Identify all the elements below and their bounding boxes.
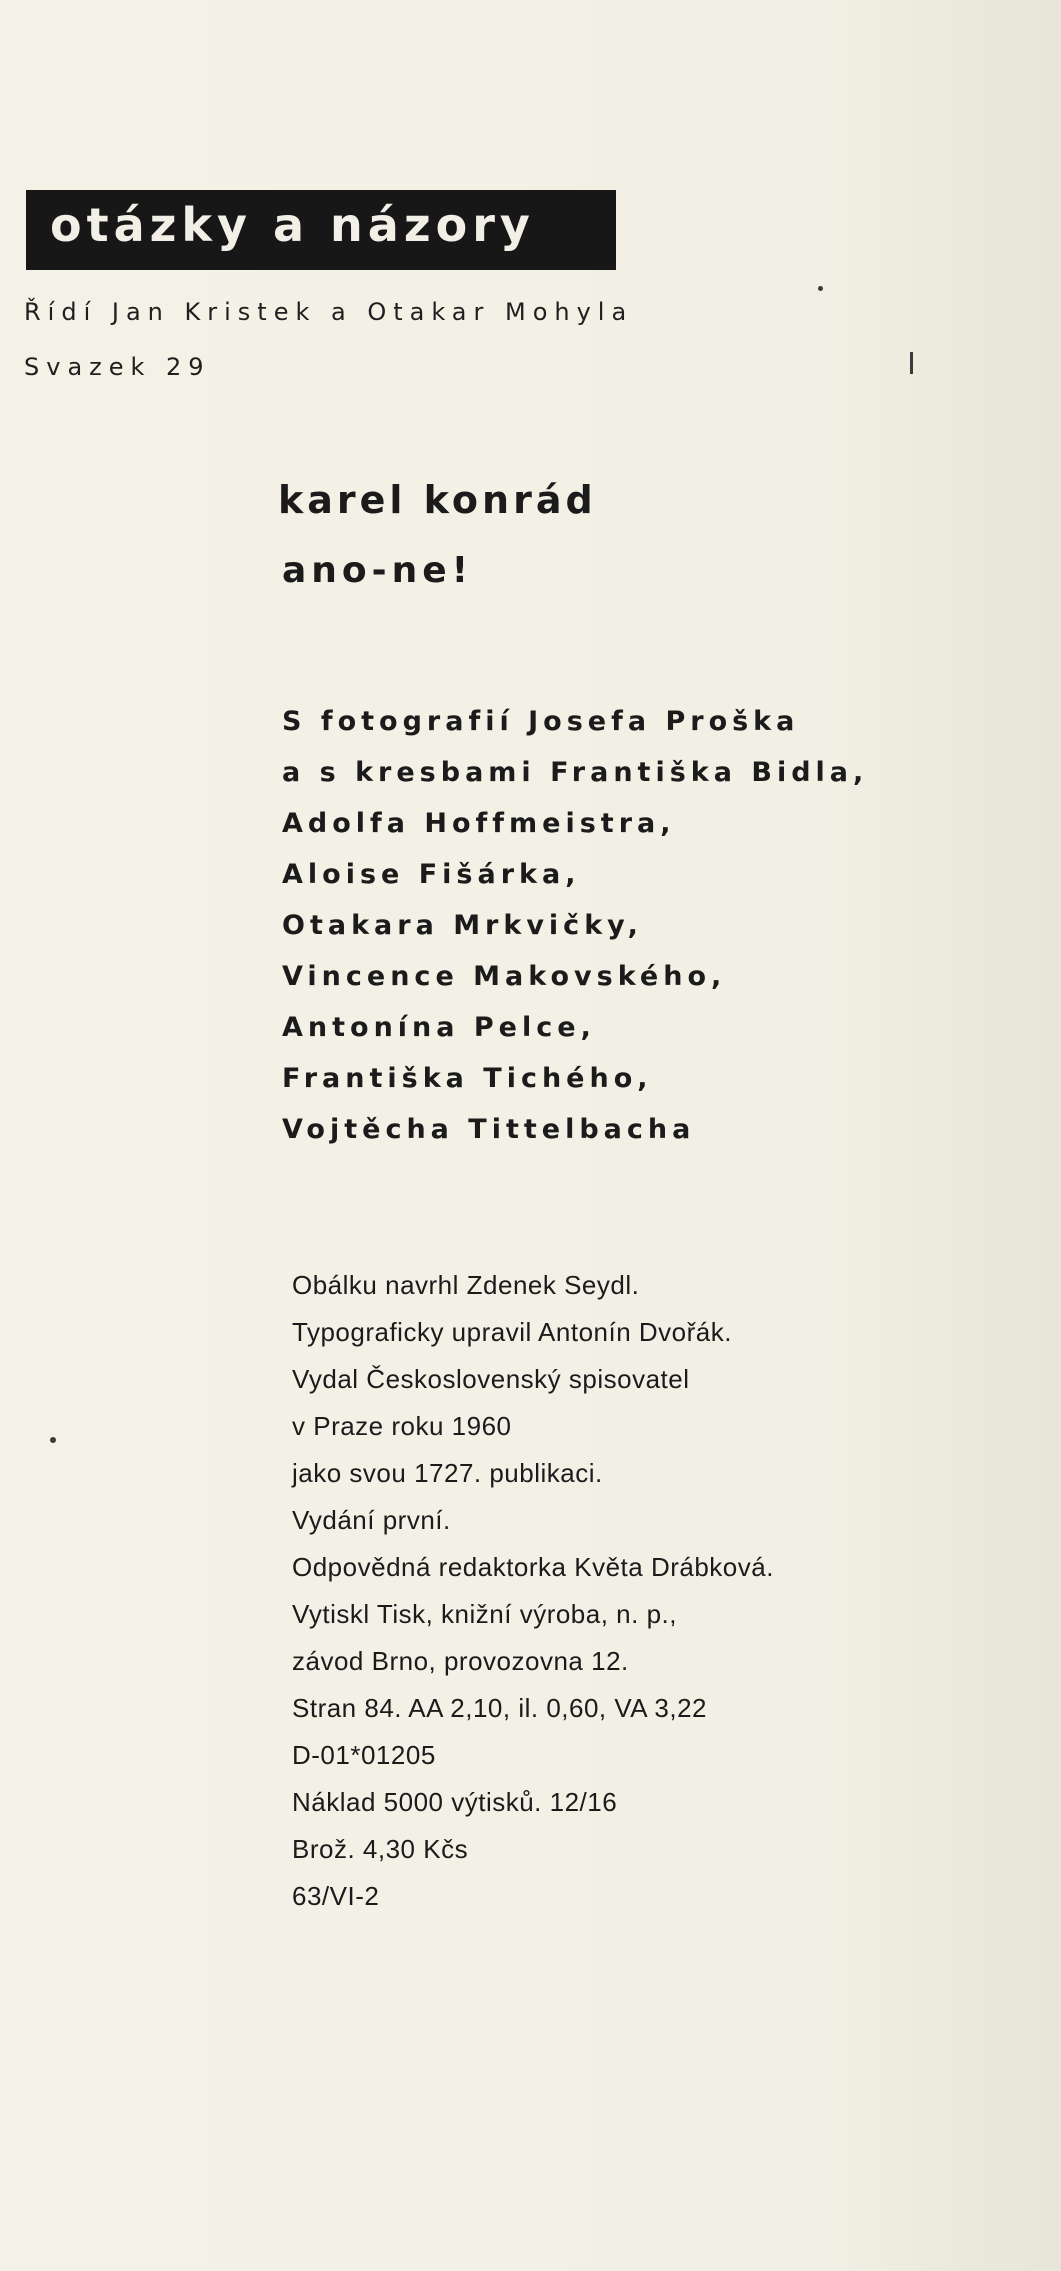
page-blemish (910, 352, 913, 374)
imprint-line: Náklad 5000 výtisků. 12/16 (292, 1787, 618, 1817)
imprint-line: jako svou 1727. publikaci. (292, 1458, 603, 1488)
imprint-line: v Praze roku 1960 (292, 1411, 512, 1441)
imprint-line: závod Brno, provozovna 12. (292, 1646, 629, 1676)
imprint-line: Vytiskl Tisk, knižní výroba, n. p., (292, 1599, 677, 1629)
imprint-line: Typograficky upravil Antonín Dvořák. (292, 1317, 732, 1347)
page-blemish (818, 286, 823, 291)
imprint-line: 63/VI-2 (292, 1881, 380, 1911)
imprint-line: Vydání první. (292, 1505, 451, 1535)
credit-line: Antonína Pelce, (282, 1012, 596, 1043)
editors-line: Řídí Jan Kristek a Otakar Mohyla (24, 298, 634, 326)
credit-line: a s kresbami Františka Bidla, (282, 757, 869, 788)
imprint-line: D-01*01205 (292, 1740, 436, 1770)
series-banner-text: otázky a názory (50, 198, 535, 252)
book-title: ano-ne! (282, 550, 474, 591)
credit-line: Adolfa Hoffmeistra, (282, 808, 676, 839)
page-blemish (50, 1437, 56, 1443)
imprint-line: Obálku navrhl Zdenek Seydl. (292, 1270, 640, 1300)
imprint-line: Odpovědná redaktorka Květa Drábková. (292, 1552, 774, 1582)
imprint-line: Vydal Československý spisovatel (292, 1364, 690, 1394)
imprint-line: Stran 84. AA 2,10, il. 0,60, VA 3,22 (292, 1693, 708, 1723)
credit-line: Vojtěcha Tittelbacha (282, 1114, 696, 1145)
volume-line: Svazek 29 (24, 353, 211, 381)
credit-line: Františka Tichého, (282, 1063, 653, 1094)
series-banner (26, 190, 616, 270)
credit-line: Aloise Fišárka, (282, 859, 581, 890)
imprint-line: Brož. 4,30 Kčs (292, 1834, 469, 1864)
credit-line: S fotografií Josefa Proška (282, 706, 800, 737)
imprint-block (292, 1262, 774, 1920)
illustration-credits (282, 696, 868, 1155)
credit-line: Vincence Makovského, (282, 961, 727, 992)
author-name: karel konrád (278, 478, 597, 522)
credit-line: Otakara Mrkvičky, (282, 910, 643, 941)
